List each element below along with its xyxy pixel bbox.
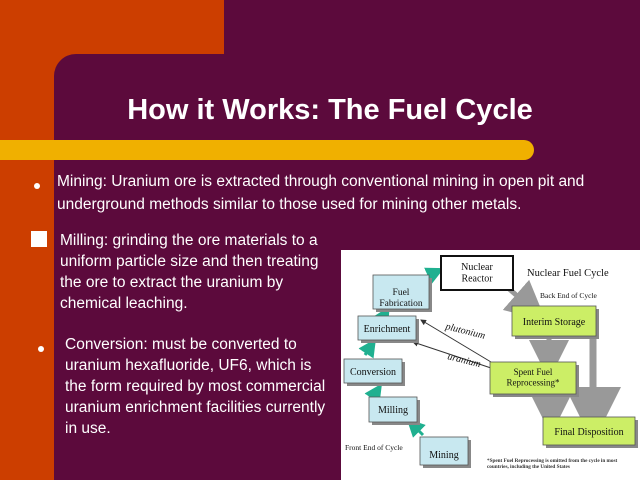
box-spent-fuel-reprocessing bbox=[490, 362, 579, 397]
bullet-conversion: Conversion: must be converted to uranium hexafluoride, UF6, which is the form required by most commercial uranium enrichment facilities currently in use. bbox=[65, 336, 326, 437]
mining-label: Mining bbox=[429, 450, 459, 461]
bullet-dot-icon bbox=[34, 183, 40, 189]
diagram-footnote: *Spent Fuel Reprocessing is omitted from the cycle in most countries, including the United States bbox=[487, 458, 618, 470]
plutonium-label: plutonium bbox=[444, 321, 487, 342]
interim-storage-label: Interim Storage bbox=[522, 317, 586, 328]
box-final-disposition bbox=[543, 417, 638, 448]
box-milling bbox=[369, 397, 420, 425]
back-end-label: Back End of Cycle bbox=[540, 291, 597, 300]
box-mining bbox=[420, 437, 471, 468]
fuel-cycle-diagram bbox=[341, 250, 640, 480]
fuel-cycle-svg bbox=[341, 250, 640, 480]
final-disposition-label: Final Disposition bbox=[554, 427, 624, 438]
diagram-title: Nuclear Fuel Cycle bbox=[527, 268, 609, 279]
box-enrichment bbox=[358, 316, 419, 343]
title-underline-bar bbox=[0, 140, 534, 160]
box-conversion bbox=[344, 359, 405, 386]
box-interim-storage bbox=[512, 306, 599, 339]
arrow-milling-to-conversion bbox=[373, 391, 377, 397]
box-nuclear-reactor bbox=[441, 256, 513, 290]
footnote-container bbox=[487, 458, 639, 480]
bullet-milling: Milling: grinding the ore materials to a uniform particle size and then treating the ore to extract the uranium by chemical leaching. bbox=[60, 232, 319, 312]
fabrication-label: Fuel Fabrication bbox=[379, 288, 423, 309]
arrow-mining-to-milling bbox=[413, 425, 423, 435]
bullet-dot-icon bbox=[38, 346, 44, 352]
enrichment-label: Enrichment bbox=[363, 324, 411, 335]
slide-title: How it Works: The Fuel Cycle bbox=[127, 94, 533, 126]
conversion-label: Conversion bbox=[349, 367, 397, 378]
bullet-mining: Mining: Uranium ore is extracted through conventional mining in open pit and underground methods similar to those used for mining other metals. bbox=[57, 173, 585, 213]
bullet-square-icon bbox=[31, 231, 47, 247]
box-fuel-fabrication bbox=[373, 275, 432, 312]
front-end-label: Front End of Cycle bbox=[345, 443, 403, 452]
reprocessing-label: Spent Fuel Reprocessing* bbox=[506, 367, 560, 388]
reactor-label: Nuclear Reactor bbox=[461, 262, 493, 285]
uranium-label: uranium bbox=[446, 351, 482, 371]
milling-label: Milling bbox=[377, 405, 409, 416]
arrow-conversion-to-enrichment bbox=[365, 346, 371, 355]
